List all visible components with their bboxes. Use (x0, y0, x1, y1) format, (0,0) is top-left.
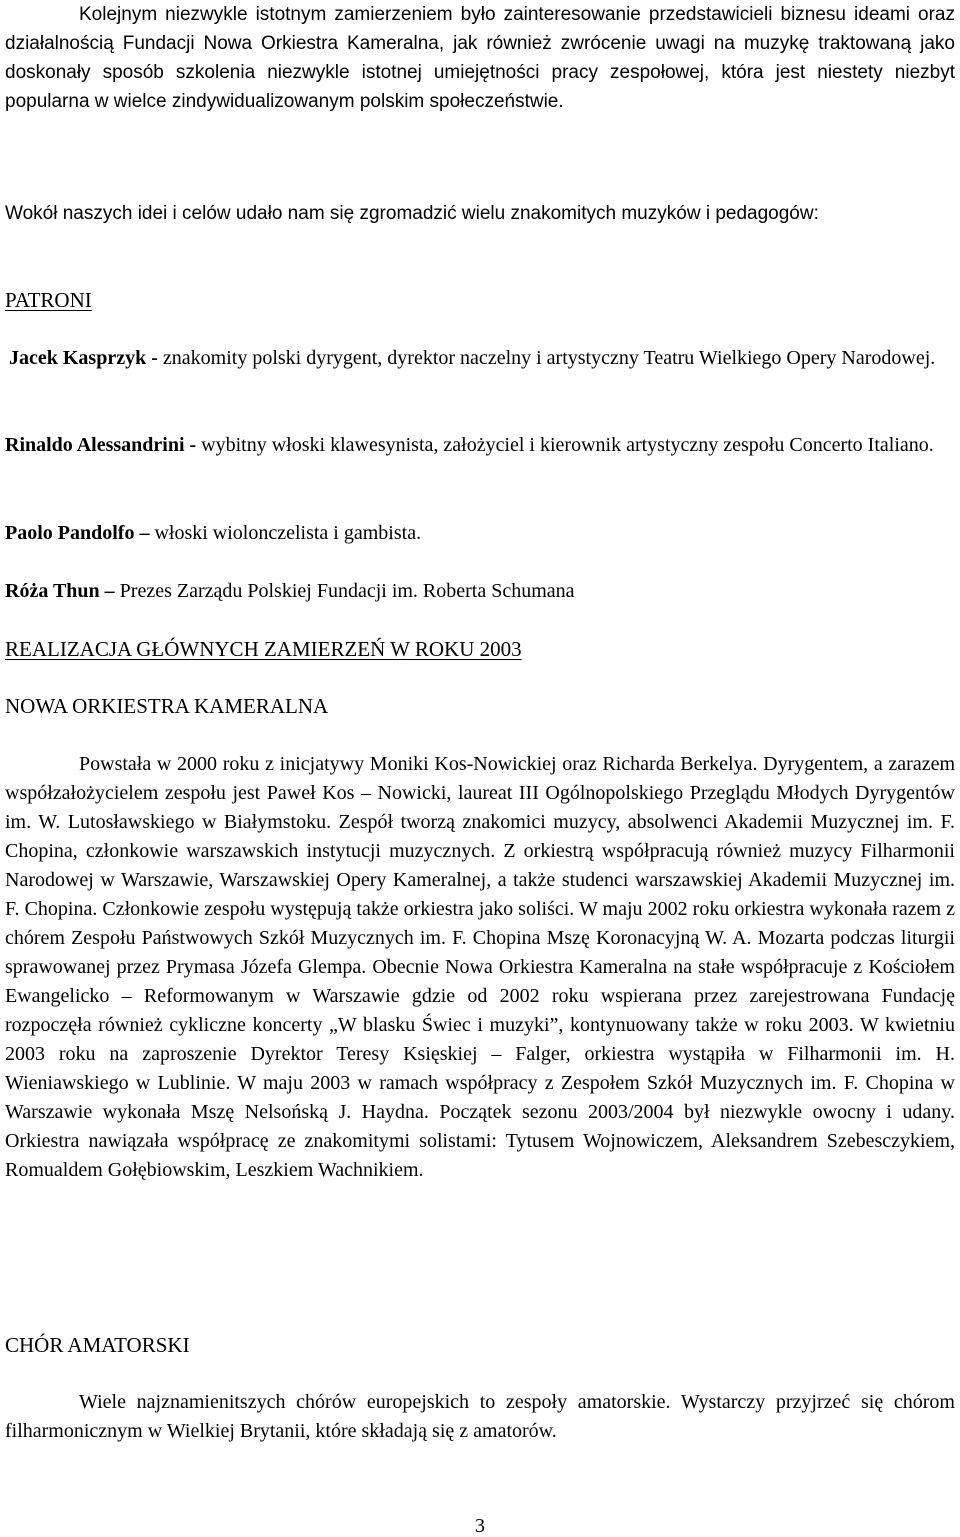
patron-name: Jacek Kasprzyk - (9, 347, 158, 369)
orchestra-paragraph: Powstała w 2000 roku z inicjatywy Moniki Kos-Nowickiej oraz Richarda Berkelya. Dyrygentem, a zarazem współzałożycielem zespołu jest Paweł Kos – Nowicki, laureat III Ogólnopolskiego Przeglądu Młodych Dyrygentów im. W. Lutosławskiego w Białymstoku. Zespół tworzą znakomici muzycy, absolwenci Akademii Muzycznej im. F. Chopina, członkowie warszawskich instytucji muzycznych. Z orkiestrą współpracują również muzycy Filharmonii Narodowej w Warszawie, Warszawskiej Opery Kameralnej, a także studenci warszawskiej Akademii Muzycznej im. F. Chopina. Członkowie zespołu występują także orkiestra jako soliści. W maju 2002 roku orkiestra wykonała razem z chórem Zespołu Państwowych Szkół Muzycznych im. F. Chopina Mszę Koronacyjną W. A. Mozarta podczas liturgii sprawowanej przez Prymasa Józefa Glempa. Obecnie Nowa Orkiestra Kameralna na stałe współpracuje z Kościołem Ewangelicko – Reformowanym w Warszawie gdzie od 2002 roku wspierana przez zarejestrowana Fundację rozpoczęła również cykliczne koncerty „W blasku Świec i muzyki”, kontynuowany także w roku 2003. W kwietniu 2003 roku na zaproszenie Dyrektor Teresy Księskiej – Falger, orkiestra wystąpiła w Filharmonii im. H. Wieniawskiego w Lublinie. W maju 2003 w ramach współpracy z Zespołem Szkół Muzycznych im. F. Chopina w Warszawie wykonała Mszę Nelsońską J. Haydna. Początek sezonu 2003/2004 był niezwykle owocny i udany. Orkiestra nawiązała współpracę ze znakomitymi solistami: Tytusem Wojnowiczem, Aleksandrem Szebesczykiem, Romualdem Gołębiowskim, Leszkiem Wachnikiem. (5, 753, 955, 1181)
patron-description: Prezes Zarządu Polskiej Fundacji im. Roberta Schumana (114, 580, 575, 602)
patron-entry (5, 431, 955, 460)
patron-description: włoski wiolonczelista i gambista. (149, 522, 422, 544)
choir-heading: CHÓR AMATORSKI (5, 1333, 190, 1357)
patron-description: znakomity polski dyrygent, dyrektor naczelny i artystyczny Teatru Wielkiego Opery Narodowej. (157, 347, 936, 369)
patron-description: wybitny włoski klawesynista, założyciel i kierownik artystyczny zespołu Concerto Italiano. (196, 434, 934, 456)
patron-name: Róża Thun – (5, 580, 115, 602)
patron-name: Rinaldo Alessandrini - (5, 434, 197, 456)
choir-paragraph: Wiele najznamienitszych chórów europejskich to zespoły amatorskie. Wystarczy przyjrzeć się chórom filharmonicznym w Wielkiej Brytanii, które składają się z amatorów. (5, 1391, 955, 1442)
realization-heading: REALIZACJA GŁÓWNYCH ZAMIERZEŃ W ROKU 2003 (5, 637, 522, 661)
intro-paragraph: Kolejnym niezwykle istotnym zamierzeniem było zainteresowanie przedstawicieli biznesu ideami oraz działalnością Fundacji Nowa Orkiestra Kameralna, jak również zwrócenie uwagi na muzykę traktowaną jako doskonały sposób szkolenia niezwykle istotnej umiejętności pracy zespołowej, która jest niestety niezbyt popularna w wielce zindywidualizowanym polskim społeczeństwie. (5, 4, 955, 112)
patron-entry (5, 577, 955, 606)
patrons-heading: PATRONI (5, 288, 92, 312)
patron-entry (5, 519, 955, 548)
page-number: 3 (475, 1515, 485, 1537)
gathering-paragraph: Wokół naszych idei i celów udało nam się zgromadzić wielu znakomitych muzyków i pedagogów: (5, 203, 819, 224)
orchestra-heading: NOWA ORKIESTRA KAMERALNA (5, 694, 329, 718)
patron-name: Paolo Pandolfo – (5, 522, 150, 544)
patron-entry (5, 344, 955, 373)
